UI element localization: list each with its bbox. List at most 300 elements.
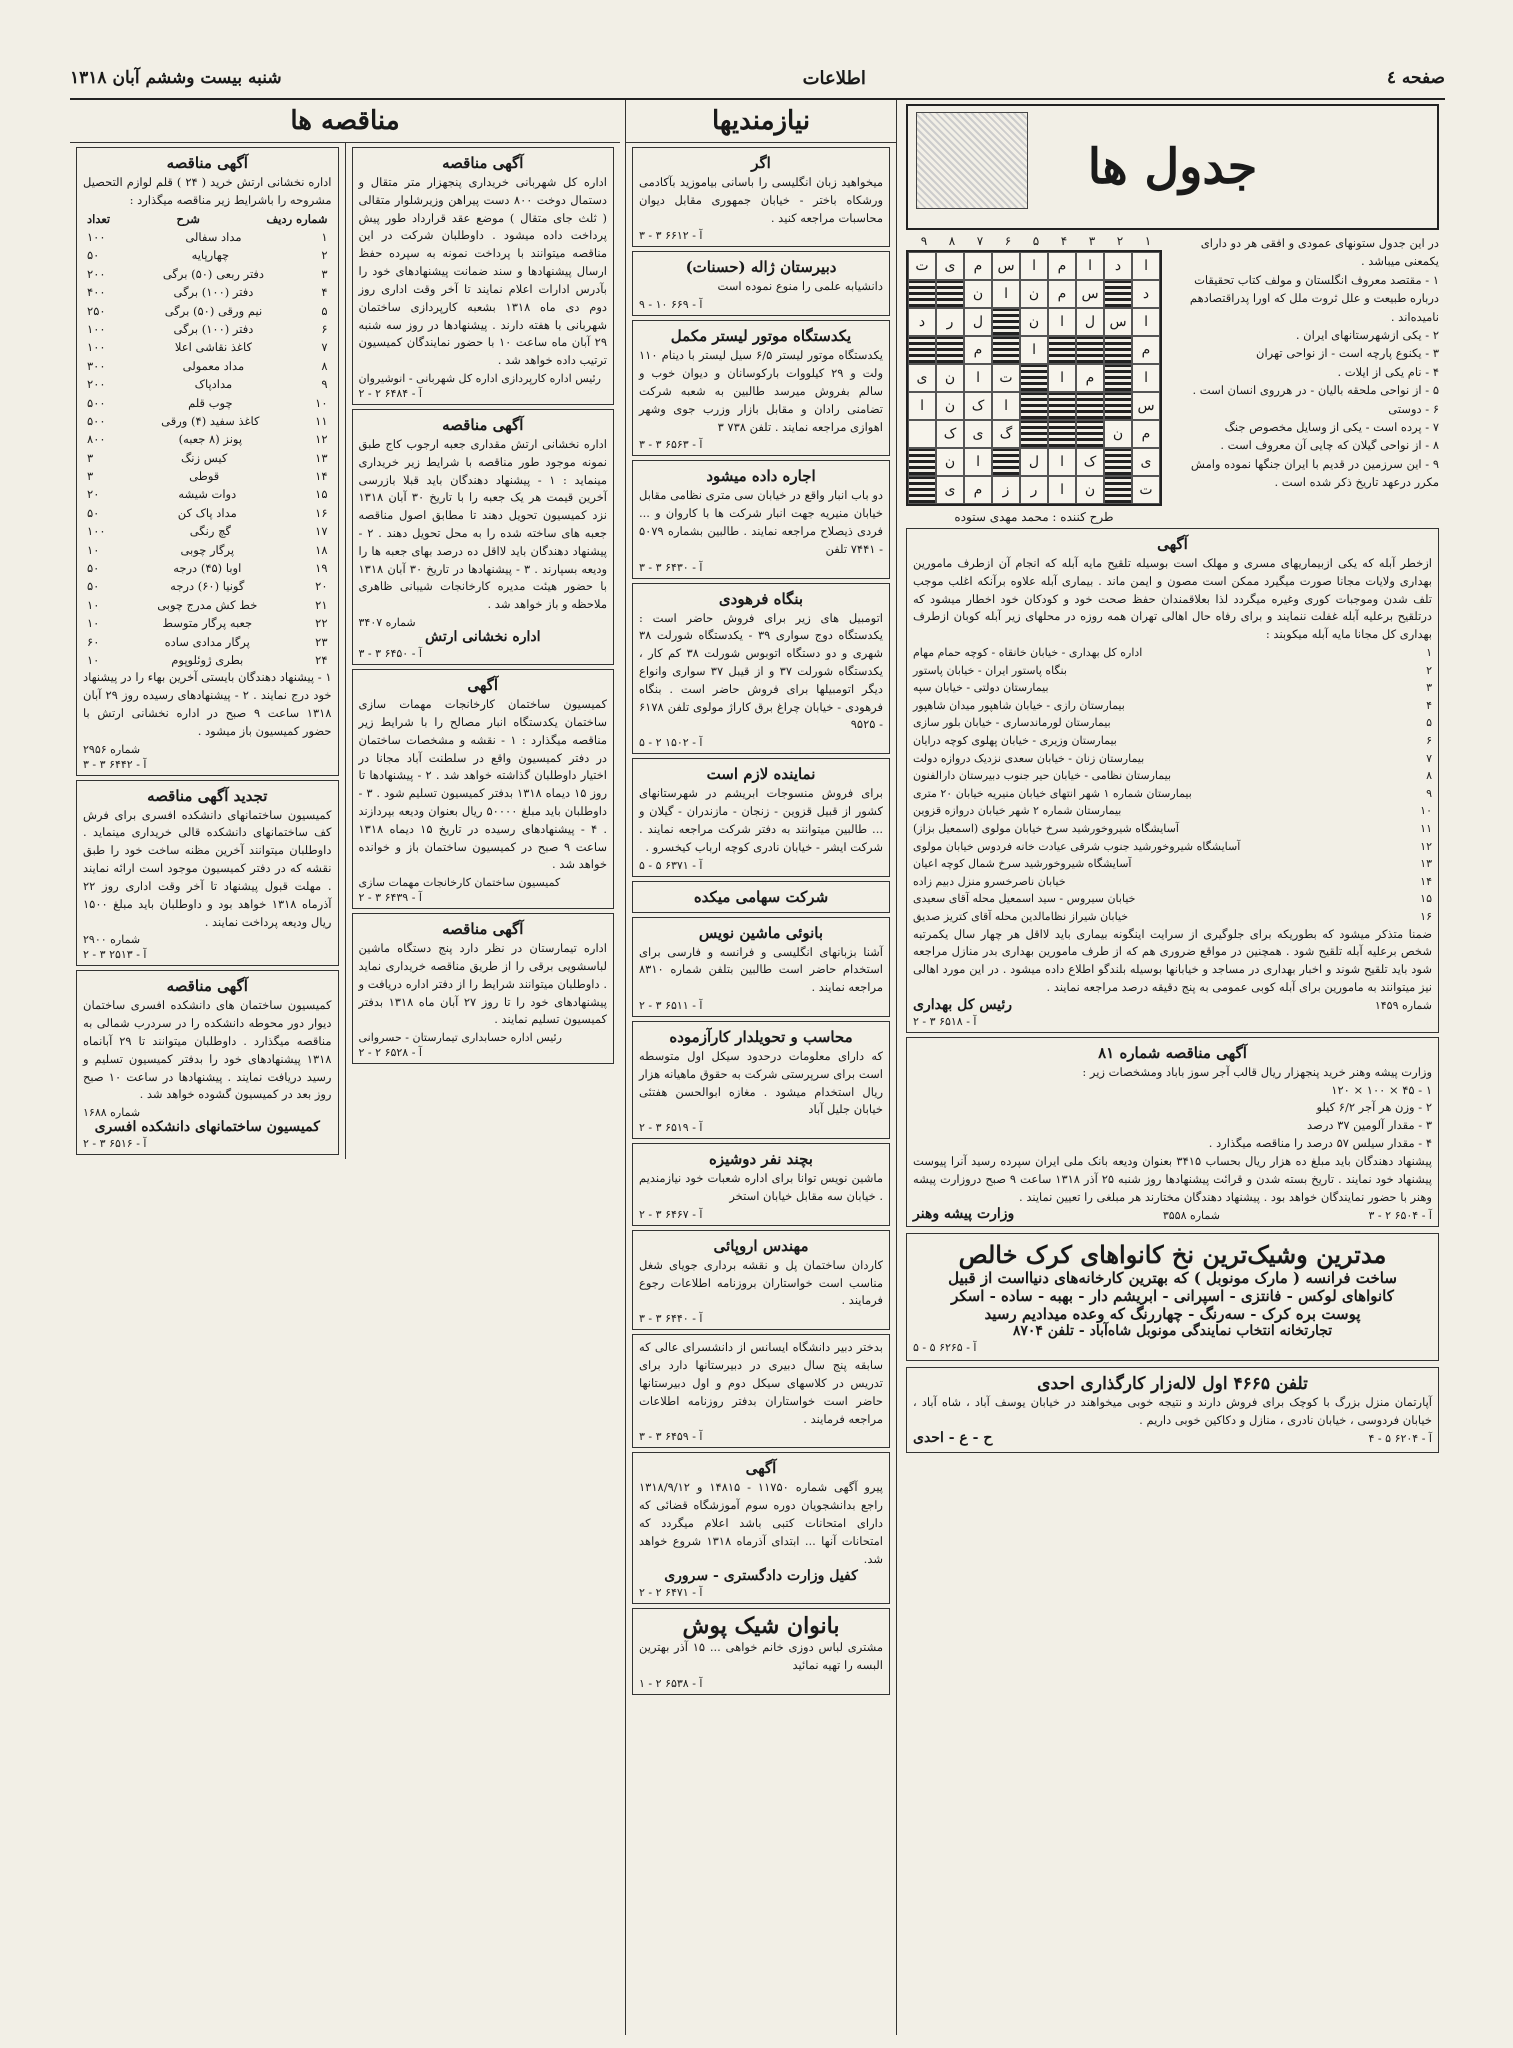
crossword-cell: د <box>1104 252 1132 280</box>
wanted-ad-code: آ - ۶۵۱۹ ۳ - ۲ <box>639 1121 703 1135</box>
crossword-cell: ا <box>1132 252 1160 280</box>
tender-table-cell: گونیا (۶۰) درجه <box>170 579 245 594</box>
crossword-cell: ن <box>1020 280 1048 308</box>
col-number: ۱ <box>1144 234 1152 248</box>
tender-table-cell: ۱۳ <box>315 450 328 465</box>
crossword-cell <box>1020 392 1048 420</box>
wanted-ad <box>632 1334 890 1448</box>
place-number: ۸ <box>1426 769 1432 783</box>
wanted-ad-title: مهندس اروپائی <box>713 1236 809 1255</box>
crossword-cell: س <box>1104 308 1132 336</box>
tender-table-row <box>83 522 332 540</box>
vaccination-place-row <box>913 873 1432 891</box>
tender-table-cell: نیم ورقی (۵۰) برگی <box>164 303 263 318</box>
tender-table-cell: چهارپایه <box>191 248 230 263</box>
clue-item: ۱ - مقتصد معروف انگلستان و مولف کتاب تحقیقات درباره طبیعت و علل ثروت ملل که اورا پدراقتصادهم نامیده‌اند . <box>1189 272 1439 324</box>
judiciary-notice <box>632 1452 890 1604</box>
crossword-grid-area <box>906 234 1162 524</box>
yarn-ad-title: مدترین وشیک‌ترین نخ کانواهای کرک خالص <box>958 1240 1387 1270</box>
tender-code: آ - ۶۵۱۶ ۳ - ۲ <box>83 1137 147 1151</box>
crossword-cell: ا <box>908 392 936 420</box>
issue-date: شنبه بیست وششم آبان ۱۳۱۸ <box>70 68 282 88</box>
crossword-cell: م <box>1076 364 1104 392</box>
wanted-ad <box>632 147 890 247</box>
tender-table-cell: ۵۰۰ <box>87 413 106 428</box>
tender-table-cell: ۲۰ <box>87 487 100 502</box>
health-notice-code: آ - ۶۵۱۸ ۳ - ۲ <box>913 1014 977 1028</box>
tender-table-cell: اوبا (۴۵) درجه <box>173 561 242 576</box>
masthead <box>70 58 1445 100</box>
clue-item: ۳ - یکنوع پارچه است - از نواحی تهران <box>1256 346 1439 361</box>
tender-ref: کمیسیون ساختمان کارخانجات مهمات سازی <box>358 876 561 890</box>
health-notice <box>906 528 1439 1033</box>
tender-81-sign: وزارت پیشه وهنر <box>913 1206 1015 1223</box>
tender-table-row <box>83 228 332 246</box>
crossword-cell: ا <box>1048 476 1076 504</box>
wanted-ad-title: نماینده لازم است <box>706 765 816 784</box>
tender-table-row <box>83 320 332 338</box>
tender-ref: شماره ۲۹۰۰ <box>83 933 141 947</box>
realestate-ad-code: آ - ۶۲۰۴ ۵ - ۴ <box>1368 1431 1432 1445</box>
crossword-cell <box>1048 392 1076 420</box>
tender-table-cell: پرگار چوبی <box>180 542 235 557</box>
tender-81-ref: شماره ۳۵۵۸ <box>1162 1208 1220 1222</box>
crossword-cell: ی <box>936 252 964 280</box>
place-name: خیابان شیراز نظامالدین محله آقای کتریز صدیق <box>913 909 1129 923</box>
wanted-ad-code: آ - ۶۶۱۲ ۳ - ۳ <box>639 229 703 243</box>
tender-ref: شماره ۳۴۰۷ <box>358 616 416 630</box>
tender-table-row <box>83 357 332 375</box>
place-number: ۶ <box>1426 734 1432 748</box>
tender-table-cell: ۱۸ <box>315 542 328 557</box>
tender-body: کمیسیون ساختمان کارخانجات مهمات سازی ساختمان یکدستگاه انبار مصالح را با شرایط زیر مناقصه میگذارد : ۱ - نقشه و مشخصات ساختمان در دفتر کمیسیون واقع در سلطنت آباد مجانا در اختیار داوطلبان گذاشته خواهد شد . ۲ - پیشنهادها تا روز ۱۵ دیماه ۱۳۱۸ بدفتر کمیسیون تسلیم شود . ۳ - داوطلبان باید مبلغ ۵۰۰۰۰ ریال بعنوان ودیعه بپردازند . ۴ - پیشنهادهای رسیده در تاریخ ۱۵ دیماه ۱۳۱۸ ساعت ۹ صبح در کمیسیون ساختمان باز و خوانده خواهد شد . <box>358 697 608 872</box>
tender-table-cell: پرگار مدادی ساده <box>164 634 250 649</box>
vaccination-place-row <box>913 644 1432 662</box>
place-number: ۱۶ <box>1420 909 1432 923</box>
place-number: ۵ <box>1426 716 1432 730</box>
tender-table-cell: ۱۰۰ <box>87 524 106 539</box>
realestate-ad-title: تلفن ۴۶۶۵ اول لاله‌زار کارگذاری احدی <box>1037 1374 1308 1395</box>
wanted-ad-title: بنگاه فرهودی <box>718 589 804 608</box>
tender-notice <box>76 147 339 776</box>
place-number: ۴ <box>1426 698 1432 712</box>
crossword-cell: م <box>1048 280 1076 308</box>
place-name: خیابان ناصرخسرو منزل دبیم زاده <box>913 874 1066 888</box>
tender-table-cell: ۹ <box>321 377 328 392</box>
tender-table-cell: ۷ <box>321 340 328 355</box>
tender-table-cell: دفتر (۱۰۰) برگی <box>173 285 254 300</box>
health-notice-ref: شماره ۱۴۵۹ <box>1374 999 1432 1013</box>
tender-table-row <box>83 541 332 559</box>
crossword-cell <box>1076 420 1104 448</box>
tender-table-cell: ۳ <box>321 266 328 281</box>
wanted-ad <box>632 251 890 316</box>
tender-81-item: ۲ - وزن هر آجر ۶/۲ کیلو <box>1316 1100 1432 1115</box>
crossword-cell: ن <box>936 392 964 420</box>
health-notice-sign: رئیس کل بهداری <box>913 996 1013 1013</box>
tender-table-cell: ۱۹ <box>315 561 328 576</box>
tender-table-cell: کاغذ سفید (۴) ورقی <box>161 413 260 428</box>
crossword-cell: ا <box>992 392 1020 420</box>
tender-81-code: آ - ۶۵۰۴ ۲ - ۳ <box>1368 1208 1432 1222</box>
vaccination-place-row <box>913 820 1432 838</box>
crossword-body <box>906 234 1439 524</box>
tender-table-cell: ۲ <box>321 248 328 263</box>
tender-title: آگهی مناقصه <box>442 415 524 434</box>
crossword-cell: ر <box>936 308 964 336</box>
tender-table-cell: ۱۰۰ <box>87 321 106 336</box>
place-name: بیمارستان وزیری - خیابان پهلوی کوچه درایان <box>913 734 1117 748</box>
place-number: ۱ <box>1426 646 1432 660</box>
crossword-cell: س <box>992 252 1020 280</box>
place-name: خیابان سیروس - سید اسمعیل محله آقای سعیدی <box>913 892 1136 906</box>
crossword-cell: ل <box>1076 308 1104 336</box>
tender-table-cell: بطری ژوئلوپوم <box>171 653 244 667</box>
place-name: آسایشگاه شیروخورشید جنوب شرقی عیادت خانه فردوس خیابان مولوی <box>913 839 1241 853</box>
wanted-ad-body: آشنا بزبانهای انگلیسی و فرانسه و فارسی برای استخدام حاضر است طالبین بتلفن شماره ۸۳۱۰ مراجعه نمایند . <box>639 944 883 995</box>
crossword-credit: طرح کننده : محمد مهدی ستوده <box>954 510 1114 524</box>
col-number: ۸ <box>948 234 956 248</box>
crossword-cell <box>908 336 936 364</box>
wanted-ad-title: بانوئی ماشین نویس <box>698 923 824 942</box>
crossword-header <box>906 104 1439 230</box>
crossword-cell <box>908 420 936 448</box>
tender-table-cell: ۲۰ <box>315 579 328 594</box>
tenders-left-column <box>70 143 345 1159</box>
place-number: ۹ <box>1426 786 1432 800</box>
vaccination-place-row <box>913 714 1432 732</box>
vaccination-place-row <box>913 767 1432 785</box>
wanted-ad-body: که دارای معلومات درحدود سیکل اول متوسطه است برای سرپرستی شرکت به حقوق ماهیانه هزار ریال استخدام میشود . مغازه ابوالحسن هفتئی خیابان جلیل آباد <box>639 1048 883 1117</box>
tender-table-cell: ۱۱ <box>315 413 328 428</box>
wanted-ad-code: آ - ۶۴۶۷ ۳ - ۲ <box>639 1207 703 1221</box>
place-name: بیمارستان لورماندساری - خیابان بلور سازی <box>913 716 1111 730</box>
crossword-cell <box>992 308 1020 336</box>
crossword-cell: ر <box>1020 476 1048 504</box>
vaccination-place-row <box>913 785 1432 803</box>
yarn-ad-line: تجارتخانه انتخاب نمایندگی مونوبل شاه‌آباد - تلفن ۸۷۰۴ <box>1012 1323 1333 1340</box>
vaccination-place-row <box>913 732 1432 750</box>
tender-table-row <box>83 596 332 614</box>
crossword-cell: ن <box>936 448 964 476</box>
tender-table-cell: جعبه پرگار متوسط <box>162 616 253 631</box>
tender-notice <box>352 669 615 909</box>
vaccination-place-row <box>913 662 1432 680</box>
wanted-ad <box>632 583 890 755</box>
col-number: ۶ <box>1004 234 1012 248</box>
tender-81-body: وزارت پیشه وهنر خرید پنجهزار ریال قالب آجر سوز باباد ومشخصات زیر : <box>1082 1064 1432 1079</box>
place-number: ۷ <box>1426 751 1432 765</box>
wanted-ad <box>632 881 890 913</box>
tender-body2: ۱ - پیشنهاد دهندگان بایستی آخرین بهاء را در پیشنهاد خود درج نمایند . ۲ - پیشنهادهای رسیده روز ۲۹ آبان ۱۳۱۸ ساعت ۹ صبح در اداره نخشانی ارتش با حضور کمیسیون باز میشود . <box>83 670 332 738</box>
place-name: بیمارستان رازی - خیابان شاهپور میدان شاهپور <box>913 698 1125 712</box>
tender-table-cell: ۲۵۰ <box>87 303 106 318</box>
crossword-cell: ا <box>1132 308 1160 336</box>
tender-table-cell: ۵۰ <box>87 505 100 520</box>
place-number: ۱۰ <box>1420 804 1432 818</box>
tender-table-row <box>83 412 332 430</box>
crossword-cell <box>1048 420 1076 448</box>
tender-title: آگهی مناقصه <box>442 920 524 939</box>
clue-item: ۶ - دوستی <box>1388 401 1439 416</box>
tender-table-row <box>83 614 332 632</box>
tender-table-cell: دفتر (۱۰۰) برگی <box>173 321 254 336</box>
tender-body: اداره تیمارستان در نظر دارد پنج دستگاه ماشین لباسشویی برقی را از طریق مناقصه خریداری نماید . داوطلبان میتوانند شرایط را از دفتر اداره دریافت و پیشنهادهای خود را تا روز ۲۷ آبان ماه ۱۳۱۸ بدفتر کمیسیون تسلیم نمایند . <box>358 941 607 1027</box>
place-name: اداره کل بهداری - خیابان خانقاه - کوچه حمام مهام <box>913 646 1143 660</box>
clue-item: ۷ - پرده است - یکی از وسایل مخصوص جنگ <box>1224 419 1439 434</box>
tender-table-cell: ۲۲ <box>315 616 328 631</box>
tender-table-cell: ۸ <box>321 358 328 373</box>
column-crossword <box>900 100 1445 2035</box>
wanted-ad <box>632 1143 890 1226</box>
tender-table-cell: کیس زنگ <box>181 450 228 465</box>
place-name: بیمارستان شماره ۱ شهر انتهای خیابان منیریه خیابان ۲۰ متری <box>913 786 1192 800</box>
crossword-cell: ک <box>936 420 964 448</box>
place-number: ۱۴ <box>1420 874 1432 888</box>
tender-table-cell: مداد سفالی <box>185 230 242 245</box>
crossword-cell <box>1104 448 1132 476</box>
tender-table-cell: ۱۶ <box>315 505 328 520</box>
clue-item: ۸ - از نواحی گیلان که چایی آن معروف است . <box>1220 438 1439 453</box>
tender-table-head-cell: شرح <box>176 211 200 226</box>
crossword-clues <box>1170 234 1439 524</box>
page-number: صفحه ٤ <box>1386 68 1445 88</box>
tender-table-cell: ۲۱ <box>315 597 328 612</box>
crossword-cell <box>1048 336 1076 364</box>
tender-table-row <box>83 504 332 522</box>
tender-81-title: آگهی مناقصه شماره ۸۱ <box>1098 1043 1247 1062</box>
tender-table-cell: ۱۴ <box>315 469 328 484</box>
tender-code: آ - ۲۵۱۳ ۳ - ۲ <box>83 948 147 962</box>
canvas-yarn-ad <box>906 1233 1439 1361</box>
fashion-ad <box>632 1608 890 1695</box>
wanted-ad-title: بچند نفر دوشیزه <box>709 1150 813 1169</box>
crossword-cell: ل <box>964 308 992 336</box>
tender-table-row <box>83 467 332 485</box>
crossword-cell: م <box>964 336 992 364</box>
wanted-ad-title: اجاره داده میشود <box>706 467 816 486</box>
crossword-cell: ا <box>964 364 992 392</box>
tender-body: کمیسیون ساختمان های دانشکده افسری ساختمان دیوار دور محوطه دانشکده را در سردرب شمالی به مناقصه میگذارد . داوطلبان میتوانند تا ۲۹ آبانماه ۱۳۱۸ پیشنهادهای خود را بدفتر کمیسیون تسلیم و رسید دریافت نمایند . پیشنهادها در ساعت ۱۰ صبح روز بعد در کمیسیون گشوده خواهد شد . <box>83 998 332 1102</box>
crossword-cell <box>992 336 1020 364</box>
wanted-ad-title: محاسب و تحویلدار کارآزموده <box>669 1027 853 1046</box>
crossword-cell: م <box>1132 420 1160 448</box>
wanted-ad <box>632 917 890 1017</box>
realestate-ad <box>906 1367 1439 1453</box>
judiciary-notice-body: پیرو آگهی شماره ۱۱۷۵۰ - ۱۴۸۱۵ و ۱۳۱۸/۹/۱۲ راجع بدانشجویان دوره سوم آموزشگاه قضائی که دارای امتحانات کتبی باشد اعلام میگردد که امتحانات آنها ... ابتدای آذرماه ۱۳۱۸ شروع خواهد شد. <box>639 1480 883 1566</box>
crossword-cell <box>1104 280 1132 308</box>
crossword-cell <box>1104 364 1132 392</box>
crossword-cell: م <box>964 252 992 280</box>
crossword-cell: ی <box>1132 448 1160 476</box>
crossword-cell: ا <box>1132 364 1160 392</box>
crossword-cell: ل <box>1020 448 1048 476</box>
fashion-ad-title: بانوان شیک پوش <box>682 1613 840 1640</box>
vaccination-place-row <box>913 679 1432 697</box>
yarn-ad-line: پوست بره کرک - سه‌رنگ - چهاررنگ که وعده میدادیم رسید <box>984 1305 1361 1324</box>
tender-notice <box>76 970 339 1155</box>
tender-table-cell: خط کش مدرج چوبی <box>157 597 258 612</box>
wanted-ads <box>626 147 896 1448</box>
health-notice-body2: ضمنا متذکر میشود که بطوریکه برای جلوگیری از سرایت اینگونه بیماری باید لااقل هر چهار سال یکمرتبه شخص برعلیه آبله تلقیح شود . همچنین در مواقع ضروری هم که از طرف مامورین بهداری بدر منازل مراجعه شود باید تلقیح شوند و اخبار بهداری در مساجد و خیابانها بوسیله بلندگو اطلاع داده میشود . در این مورد اهالی نیز میتوانند به مامورین برای آبله کوبی عمومی به پنج دقیقه درصد مراجعه نمایند . <box>913 926 1432 994</box>
vaccination-place-row <box>913 908 1432 926</box>
place-name: بیمارستان شماره ۲ شهر خیابان دروازه قزوین <box>913 804 1122 818</box>
crossword-cell <box>1076 336 1104 364</box>
place-name: آسایشگاه شیروخورشید سرخ خیابان مولوی (اسمعیل بزاز) <box>913 822 1179 835</box>
col-number: ۹ <box>920 234 928 248</box>
wanted-ad-body: یکدستگاه موتور لیستر ۶/۵ سیل لیستر با دینام ۱۱۰ ولت و ۲۹ کیلووات بارکوسانان و دیوان خوب و سالم بفروش میرسد طالبین به شعبه شرکت تضامنی رادان و مقابل بازار وزرب جوی وشهر اهوازی مراجعه نمایند . تلفن ۷۳۸ ۳ <box>639 348 883 434</box>
place-name: بیمارستان دولتی - خیابان سپه <box>913 681 1049 695</box>
wanted-ad-body: برای فروش منسوجات ابریشم در شهرستانهای کشور از قبیل قزوین - زنجان - مازندران - گیلان و ... طالبین میتوانند به دفتر شرکت مراجعه نمایند . شرکت ایشر - خیابان نادری کوچه ارباب کیخسرو . <box>639 786 883 854</box>
clue-item: ۹ - این سرزمین در قدیم با ایران جنگها نموده وامش مکرر درعهد تاریخ ذکر شده است . <box>1190 456 1439 490</box>
tender-table-cell: مداد پاک کن <box>177 505 237 520</box>
tender-table-row <box>83 577 332 595</box>
tender-table-cell: ۳ <box>87 469 94 484</box>
crossword-cell: ن <box>1076 476 1104 504</box>
tender-ref: شماره ۲۹۵۶ <box>83 742 141 756</box>
tender-table-row <box>83 559 332 577</box>
tender-body: اداره نخشانی ارتش خرید ( ۲۴ ) قلم لوازم التحصیل مشروحه را باشرایط زیر مناقصه میگذارد : <box>83 175 332 207</box>
tender-table-row <box>83 485 332 503</box>
tender-table-cell: گچ رنگی <box>189 524 231 539</box>
crossword-cell: س <box>1076 280 1104 308</box>
column-tenders <box>70 100 620 2035</box>
wanted-ad-code: آ - ۱۵۰۲ ۲ - ۵ <box>639 736 703 750</box>
tender-table-cell: ۱۷ <box>315 524 328 539</box>
wanted-ad-body: دو باب انبار واقع در خیابان سی متری نظامی مقابل خیابان منیریه جهت انبار شرکت ها با کاروان و ... فردی ذیصلاح مراجعه نمایند . طالبین بشماره ۵۰۷۹ - ۷۴۴۱ تلفن <box>639 488 883 556</box>
crossword-cell: ز <box>992 476 1020 504</box>
crossword-cell: ن <box>1020 308 1048 336</box>
crossword-grid <box>906 250 1162 506</box>
crossword-cell: م <box>1048 252 1076 280</box>
crossword-cell <box>1104 476 1132 504</box>
col-number: ۷ <box>976 234 984 248</box>
tender-81 <box>906 1037 1439 1228</box>
wanted-ad-title: اگر <box>751 154 771 172</box>
tender-code: آ - ۶۴۵۰ ۳ - ۳ <box>358 647 422 661</box>
tender-table-row <box>83 338 332 356</box>
clue-item: ۵ - از نواحی ملحقه بالیان - در هرروی انسان است . <box>1192 383 1439 398</box>
tender-table-cell: مدادپاک <box>194 377 233 392</box>
tender-81-item: ۳ - مقدار آلومین ۳۷ درصد <box>1307 1118 1432 1133</box>
tender-table-cell: ۱۰ <box>87 653 100 667</box>
col-number: ۵ <box>1032 234 1040 248</box>
tender-table-cell: پونز (۸ جعبه) <box>178 432 243 447</box>
wanted-ad-code: آ - ۶۶۹ ۱۰ - ۹ <box>639 298 703 312</box>
realestate-ad-sign: ح - ع - احدی <box>913 1429 993 1446</box>
tenders-section-title: مناقصه ها <box>70 100 620 143</box>
clue-item: ۲ - یکی ازشهرستانهای ایران . <box>1295 327 1439 342</box>
tender-title: آگهی <box>467 676 499 695</box>
column-wanted <box>625 100 897 2035</box>
crossword-cell: ا <box>1076 252 1104 280</box>
place-number: ۱۵ <box>1420 892 1432 906</box>
tender-table-cell: ۳۰۰ <box>87 358 106 373</box>
wanted-ad-title: یکدستگاه موتور لیستر مکمل <box>670 327 852 346</box>
tender-table-head-cell: شماره ردیف <box>266 211 328 226</box>
wanted-ad-body: اتومبیل های زیر برای فروش حاضر است : یکدستگاه دوج سواری ۳۹ - یکدستگاه شورلت ۳۸ شهری و دو دستگاه اتوبوس شورلت ۳۸ کم کار ، یکدستگاه شورلت ۳۷ و از قیبل ۳۷ سواری وانواع دیگر اتومبیلها برای فروش حاضر است . بنگاه فرهودی - خیابان چراغ برق کاراژ مولوی تلفن ۶۱۷۸ - ۹۵۲۵ <box>639 610 884 732</box>
tender-table-cell: ۲۴ <box>315 653 328 667</box>
crossword-title: جدول ها <box>1087 139 1258 195</box>
fashion-ad-code: آ - ۶۵۳۸ ۲ - ۱ <box>639 1677 703 1690</box>
tender-table-row <box>83 449 332 467</box>
tender-table-cell: ۸۰۰ <box>87 432 106 447</box>
wanted-ad <box>632 460 890 578</box>
tender-code: آ - ۶۴۳۹ ۳ - ۲ <box>358 891 422 905</box>
tender-table-cell: ۵۰ <box>87 561 100 576</box>
crossword-intro: در این جدول ستونهای عمودی و افقی هر دو دارای یکمعنی میباشد . <box>1200 236 1439 269</box>
tender-table-cell: ۱۰ <box>87 542 100 557</box>
crossword-cell: ن <box>1104 420 1132 448</box>
place-name: بیمارستان نظامی - خیابان حیر جنوب دبیرستان دارالفنون <box>913 769 1172 783</box>
tender-table-cell: ۱۵ <box>315 487 328 502</box>
place-number: ۳ <box>1426 681 1432 695</box>
tender-sign: کمیسیون ساختمانهای دانشکده افسری <box>94 1119 320 1136</box>
fashion-ad-body: مشتری لباس دوزی خانم خواهی ... ۱۵ آذر بهترین البسه را تهیه نمائید <box>639 1640 883 1673</box>
vaccination-place-row <box>913 890 1432 908</box>
crossword-cell <box>1076 392 1104 420</box>
wanted-ad-title: دبیرستان ژاله (حسنات) <box>685 258 837 277</box>
tender-table-cell: ۲۳ <box>315 634 328 649</box>
wanted-section-title: نیازمندیها <box>626 100 896 143</box>
tender-table-cell: ۴ <box>321 285 328 300</box>
tender-notice <box>352 409 615 665</box>
judiciary-notice-sign: کفیل وزارت دادگستری - سروری <box>664 1568 858 1585</box>
wanted-ad <box>632 758 890 876</box>
tender-table-cell: دوات شیشه <box>178 487 237 502</box>
tender-title: تجدید آگهی مناقصه <box>147 786 268 805</box>
crossword-cell: ت <box>1132 476 1160 504</box>
paper-name: اطلاعات <box>802 67 866 89</box>
place-name: آسایشگاه شیروخورشید سرخ شمال کوچه اعیان <box>913 857 1132 871</box>
tender-table-cell: ۲۰۰ <box>87 377 106 392</box>
crossword-cell: ا <box>1048 448 1076 476</box>
tender-table-cell: دفتر ربعی (۵۰) برگی <box>162 266 265 281</box>
crossword-cell <box>1020 420 1048 448</box>
crossword-cell: ا <box>1020 336 1048 364</box>
tender-table-row <box>83 633 332 651</box>
tender-table-cell: ۵ <box>321 303 328 318</box>
wanted-ad-title: شرکت سهامی میکده <box>693 887 829 906</box>
tender-table-row <box>83 651 332 669</box>
tender-ref: رئیس اداره کارپردازی اداره کل شهربانی - انوشیروان <box>358 371 601 385</box>
clue-item: ۴ - نام یکی از ایلات . <box>1337 364 1439 379</box>
tender-81-item: ۴ - مقدار سیلس ۵۷ درصد را مناقصه میگذارد . <box>1208 1136 1432 1151</box>
vaccination-places <box>913 644 1432 926</box>
place-number: ۱۱ <box>1420 822 1432 835</box>
tender-table-cell: ۱۰ <box>87 597 100 612</box>
tender-table-row <box>83 283 332 301</box>
crossword-cell <box>908 280 936 308</box>
tender-body: اداره نخشانی ارتش مقداری جعبه ارجوب کاج طبق نمونه موجود طور مناقصه با شرایط زیر خریداری مینماید : ۱ - پیشنهاد دهندگان باید قبلا بازرسی آخرین قیمت هر یک جعبه را با تاریخ ۳۰ آبان ۱۳۱۸ نزد کمیسیون تحویل دهند تا مطابق اصول مناقصه جعبه های ساخته شده را به محل تحویل دهند . ۲ - پیشنهاد دهندگان باید لااقل ده درصد بهای جعبه ها را ودیعه بسپارند . ۳ - پیشنهادها در تاریخ ۳۰ آبان ۱۳۱۸ با حضور هیئت مدیره کارخانجات شیبانی ظاهری ملاحظه و باز خواهد شد . <box>358 436 608 612</box>
tender-table-cell: ۴۰۰ <box>87 285 106 300</box>
tender-code: آ - ۶۴۸۴ ۲ - ۲ <box>358 386 422 400</box>
tender-table-cell: ۵۰۰ <box>87 395 106 410</box>
crossword-cell: ی <box>908 364 936 392</box>
wanted-ad-code: آ - ۶۴۳۰ ۳ - ۳ <box>639 560 703 574</box>
tender-table-row <box>83 394 332 412</box>
health-notice-title: آگهی <box>1157 535 1188 553</box>
tender-table-cell: کاغذ نقاشی اعلا <box>174 340 252 355</box>
portrait-illustration <box>916 112 1028 209</box>
wanted-ad-body: میخواهید زبان انگلیسی را باسانی بیاموزید بآکادمی ورشکاه باختر - خیابان جمهوری مقابل دیوان محاسبات مراجعه کنید . <box>639 175 883 225</box>
tender-table-row <box>83 246 332 264</box>
crossword-cell: ت <box>992 364 1020 392</box>
tender-81-item: ۱ - ۴۵ × ۱۰۰ × ۱۲۰ <box>1331 1082 1432 1097</box>
tender-ref: رئیس اداره حسابداری تیمارستان - حسروانی <box>358 1031 562 1045</box>
yarn-ad-code: آ - ۶۲۶۵ ۵ - ۵ <box>913 1341 977 1355</box>
crossword-cell: م <box>1132 336 1160 364</box>
